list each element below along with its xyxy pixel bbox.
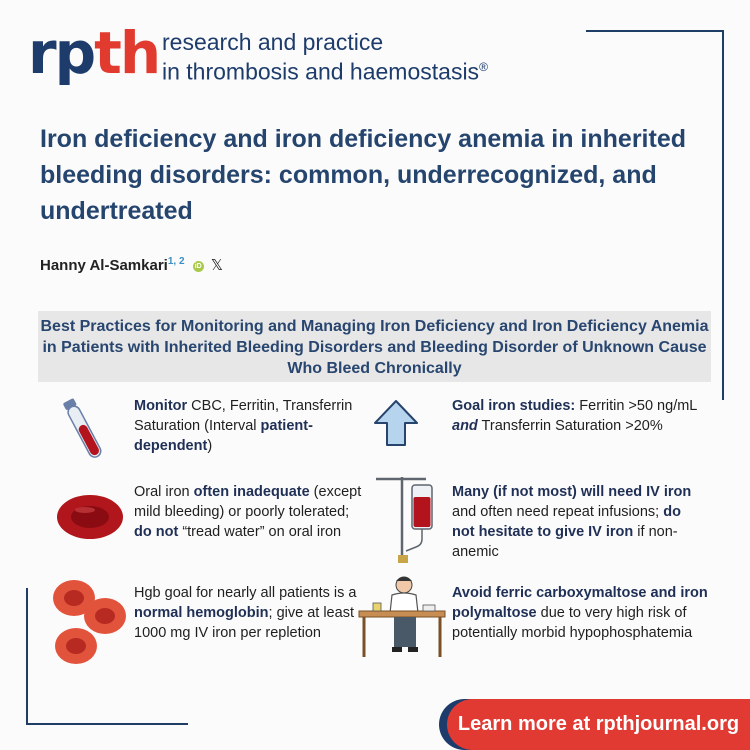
list-item-hgb-goal <box>134 583 359 643</box>
item-text-part: Transferrin Saturation >20% <box>477 418 663 434</box>
item-text-part: ; give at least 1000 mg IV iron per repletion <box>134 605 354 641</box>
item-text-part: ) <box>207 438 213 454</box>
learn-more-button[interactable]: Learn more at rpthjournal.org <box>447 699 750 750</box>
item-text-part: patient-dependent <box>134 418 313 454</box>
item-text-part: and often need repeat infusions; <box>452 504 664 520</box>
list-item-monitor <box>134 396 364 456</box>
item-text-part: do not hesitate to give IV iron <box>452 504 681 540</box>
rpth-logo: rpth <box>28 19 160 87</box>
item-text-part: Many (if not most) will need IV iron <box>452 484 692 500</box>
list-item-iv-iron <box>452 482 702 562</box>
up-arrow-icon <box>371 398 421 448</box>
test-tube-icon <box>58 395 108 463</box>
journal-name: research and practice in thrombosis and haemostasis® <box>162 29 488 85</box>
author-affiliations: 1, 2 <box>167 256 185 267</box>
item-text-part: Goal iron studies: <box>452 398 576 414</box>
item-text-part: (except mild bleeding) or poorly tolerated; <box>134 484 362 520</box>
iv-bag-icon <box>372 473 436 565</box>
item-text-part: “tread water” on oral iron <box>178 524 342 540</box>
list-item-goal-iron-studies <box>452 396 722 436</box>
item-text-part: if non-anemic <box>452 524 678 560</box>
decor-frame-top <box>586 30 724 104</box>
item-text-part: CBC, Ferritin, Transferrin Saturation (Interval <box>134 398 353 434</box>
item-text-part: and <box>452 418 478 434</box>
item-text-part: often inadequate <box>193 484 310 500</box>
list-item-avoid-ferric <box>452 583 712 643</box>
item-text-part: normal hemoglobin <box>134 605 269 621</box>
item-text-part: Ferritin >50 ng/mL <box>575 398 697 414</box>
x-social-icon[interactable]: 𝕏 <box>210 257 223 274</box>
orcid-icon[interactable]: iD <box>194 262 202 270</box>
list-item-oral-iron <box>134 482 369 542</box>
item-text-part: Oral iron <box>134 484 194 500</box>
item-text-part: Hgb goal for nearly all patients is a <box>134 585 357 601</box>
doctor-desk-icon <box>356 573 448 659</box>
author-name: Hanny Al-Samkari <box>40 257 168 274</box>
item-text-part: due to very high risk of potentially morbid hypophosphatemia <box>452 605 693 641</box>
item-text-part: Monitor <box>134 398 188 414</box>
item-text-part: do not <box>134 524 179 540</box>
red-blood-cells-icon <box>48 574 128 670</box>
item-text-part: Avoid ferric carboxymaltose and iron polymaltose <box>452 585 708 621</box>
author-line <box>40 256 223 274</box>
red-blood-cell-icon <box>55 492 125 542</box>
best-practices-panel-title: Best Practices for Monitoring and Managing Iron Deficiency and Iron Deficiency Anemia in Patients with Inherited Bleeding Disorders and Bleeding Disorder of Unknown Cause Who Bleed Chronically <box>38 311 711 382</box>
article-title: Iron deficiency and iron deficiency anemia in inherited bleeding disorders: common, underrecognized, and undertreated <box>40 125 686 225</box>
